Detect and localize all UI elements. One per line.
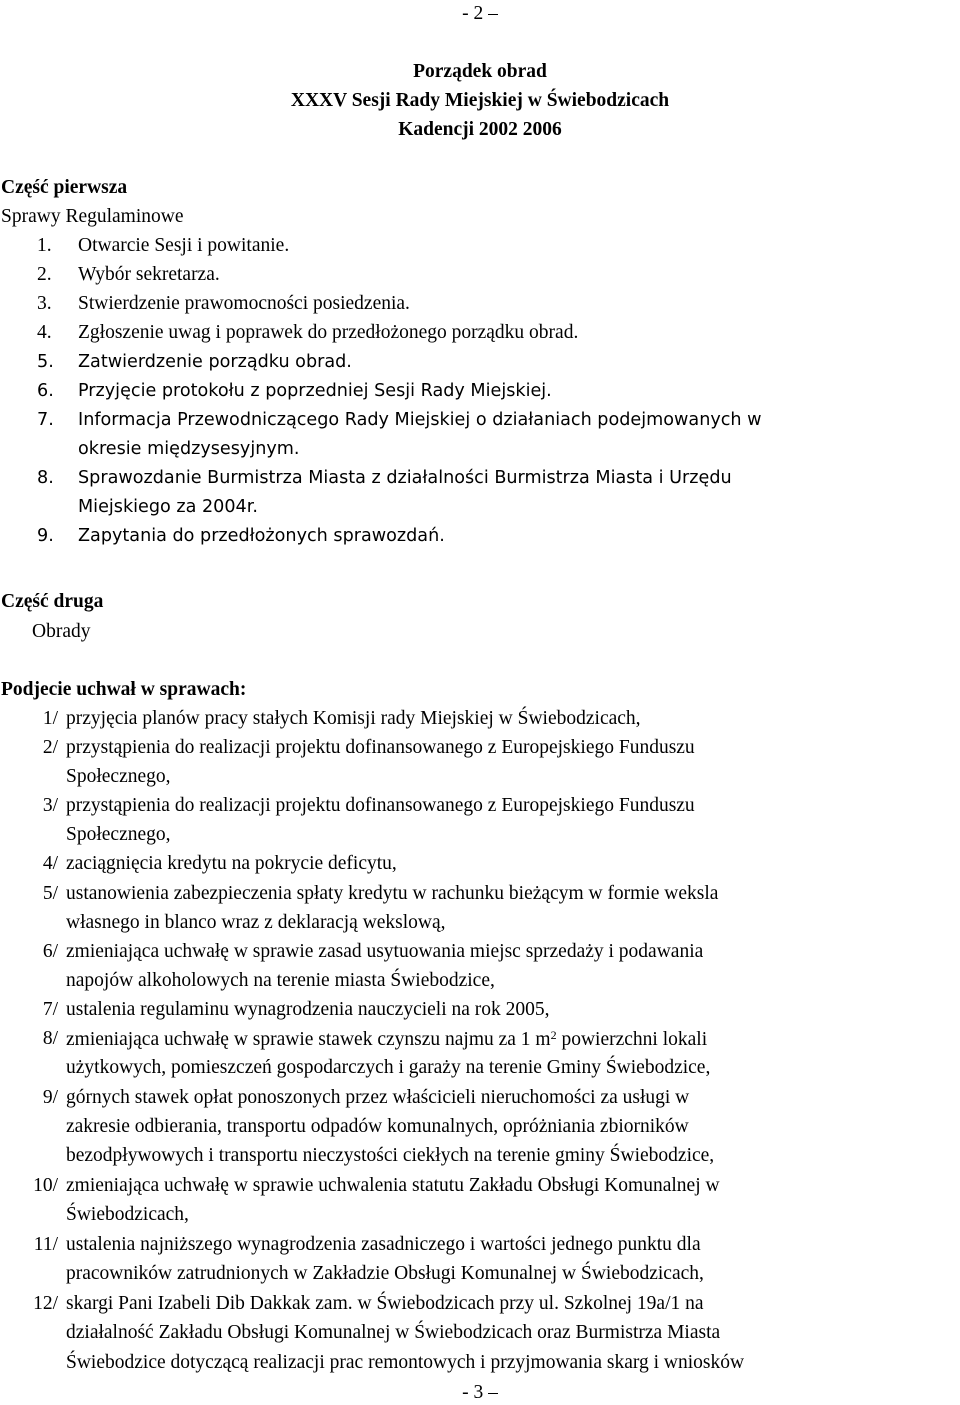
list-item-number: 5.	[37, 352, 54, 372]
resolution-item-continuation: działalność Zakładu Obsługi Komunalnej w Świebodzicach oraz Burmistrza Miasta	[66, 1322, 721, 1343]
resolution-text-part: zmieniająca uchwałę w sprawie stawek czynszu najmu za 1 m	[66, 1029, 551, 1050]
list-item-number: 8.	[37, 468, 54, 488]
part2-subheading: Obrady	[32, 621, 91, 642]
resolution-item: ustalenia regulaminu wynagrodzenia nauczycieli na rok 2005,	[66, 999, 550, 1020]
resolution-number: 11/	[33, 1234, 58, 1255]
title-line-2: XXXV Sesji Rady Miejskiej w Świebodzicach	[290, 90, 670, 111]
resolution-number: 10/	[33, 1175, 58, 1196]
resolution-number: 8/	[42, 1028, 58, 1049]
title-line-1: Porządek obrad	[413, 61, 547, 82]
resolution-number: 5/	[42, 883, 58, 904]
resolution-item-continuation: Społecznego,	[66, 824, 171, 845]
title-line-3: Kadencji 2002 2006	[398, 119, 562, 140]
page-number-bottom: - 3 –	[462, 1382, 498, 1403]
resolution-item: przyjęcia planów pracy stałych Komisji rady Miejskiej w Świebodzicach,	[66, 708, 641, 729]
resolution-number: 2/	[42, 737, 58, 758]
resolution-item: zaciągnięcia kredytu na pokrycie deficytu,	[66, 853, 397, 874]
resolution-number: 4/	[42, 853, 58, 874]
list-item-number: 4.	[37, 322, 52, 343]
resolution-number: 7/	[42, 999, 58, 1020]
resolution-item: przystąpienia do realizacji projektu dofinansowanego z Europejskiego Funduszu	[66, 737, 695, 758]
superscript-two: 2	[550, 1028, 557, 1042]
resolution-item: ustalenia najniższego wynagrodzenia zasadniczego i wartości jednego punktu dla	[66, 1234, 701, 1255]
resolution-item: zmieniająca uchwałę w sprawie zasad usytuowania miejsc sprzedaży i podawania	[66, 941, 704, 962]
list-item: Zatwierdzenie porządku obrad.	[78, 352, 352, 372]
list-item: Sprawozdanie Burmistrza Miasta z działalności Burmistrza Miasta i Urzędu	[78, 468, 732, 488]
list-item-continuation: okresie międzysesyjnym.	[78, 439, 300, 459]
resolution-item: przystąpienia do realizacji projektu dofinansowanego z Europejskiego Funduszu	[66, 795, 695, 816]
part1-subheading: Sprawy Regulaminowe	[1, 206, 184, 227]
resolution-number: 6/	[42, 941, 58, 962]
list-item: Informacja Przewodniczącego Rady Miejskiej o działaniach podejmowanych w	[78, 410, 762, 430]
resolution-item-continuation: własnego in blanco wraz z deklaracją wekslową,	[66, 912, 446, 933]
resolutions-heading: Podjecie uchwał w sprawach:	[1, 679, 247, 700]
resolution-number: 9/	[42, 1087, 58, 1108]
list-item-number: 9.	[37, 526, 54, 546]
list-item-number: 2.	[37, 264, 52, 285]
part1-heading: Część pierwsza	[1, 177, 128, 198]
resolution-item-continuation: napojów alkoholowych na terenie miasta Świebodzice,	[66, 970, 495, 991]
resolution-item-continuation: Społecznego,	[66, 766, 171, 787]
list-item: Przyjęcie protokołu z poprzedniej Sesji Rady Miejskiej.	[78, 381, 552, 401]
list-item-number: 3.	[37, 293, 52, 314]
resolution-item-continuation: bezodpływowych i transportu nieczystości ciekłych na terenie gminy Świebodzice,	[66, 1145, 715, 1166]
list-item: Stwierdzenie prawomocności posiedzenia.	[78, 293, 410, 314]
page-number-top: - 2 –	[462, 3, 498, 24]
resolution-number: 12/	[33, 1293, 58, 1314]
resolution-item-continuation: Świebodzicach,	[66, 1204, 189, 1225]
resolution-item: zmieniająca uchwałę w sprawie uchwalenia statutu Zakładu Obsługi Komunalnej w	[66, 1175, 720, 1196]
resolution-item: górnych stawek opłat ponoszonych przez właścicieli nieruchomości za usługi w	[66, 1087, 690, 1108]
list-item-continuation: Miejskiego za 2004r.	[78, 497, 258, 517]
resolution-item-continuation: pracowników zatrudnionych w Zakładzie Obsługi Komunalnej w Świebodzicach,	[66, 1263, 704, 1284]
resolution-item	[66, 1029, 707, 1050]
list-item-number: 1.	[37, 235, 52, 256]
resolution-text-part: powierzchni lokali	[556, 1029, 708, 1050]
resolution-item-continuation: Świebodzice dotyczącą realizacji prac remontowych i przyjmowania skarg i wniosków	[66, 1352, 745, 1373]
resolution-number: 3/	[42, 795, 58, 816]
list-item-number: 6.	[37, 381, 54, 401]
list-item: Wybór sekretarza.	[78, 264, 220, 285]
part2-heading: Część druga	[1, 591, 104, 612]
resolution-item-continuation: zakresie odbierania, transportu odpadów komunalnych, opróżniania zbiorników	[66, 1116, 689, 1137]
resolution-item-continuation: użytkowych, pomieszczeń gospodarczych i garaży na terenie Gminy Świebodzice,	[66, 1057, 711, 1078]
resolution-item: ustanowienia zabezpieczenia spłaty kredytu w rachunku bieżącym w formie weksla	[66, 883, 719, 904]
list-item-number: 7.	[37, 410, 54, 430]
resolution-number: 1/	[42, 708, 58, 729]
resolution-item: skargi Pani Izabeli Dib Dakkak zam. w Świebodzicach przy ul. Szkolnej 19a/1 na	[66, 1293, 704, 1314]
list-item: Zapytania do przedłożonych sprawozdań.	[78, 526, 445, 546]
list-item: Zgłoszenie uwag i poprawek do przedłożonego porządku obrad.	[78, 322, 579, 343]
list-item: Otwarcie Sesji i powitanie.	[78, 235, 290, 256]
